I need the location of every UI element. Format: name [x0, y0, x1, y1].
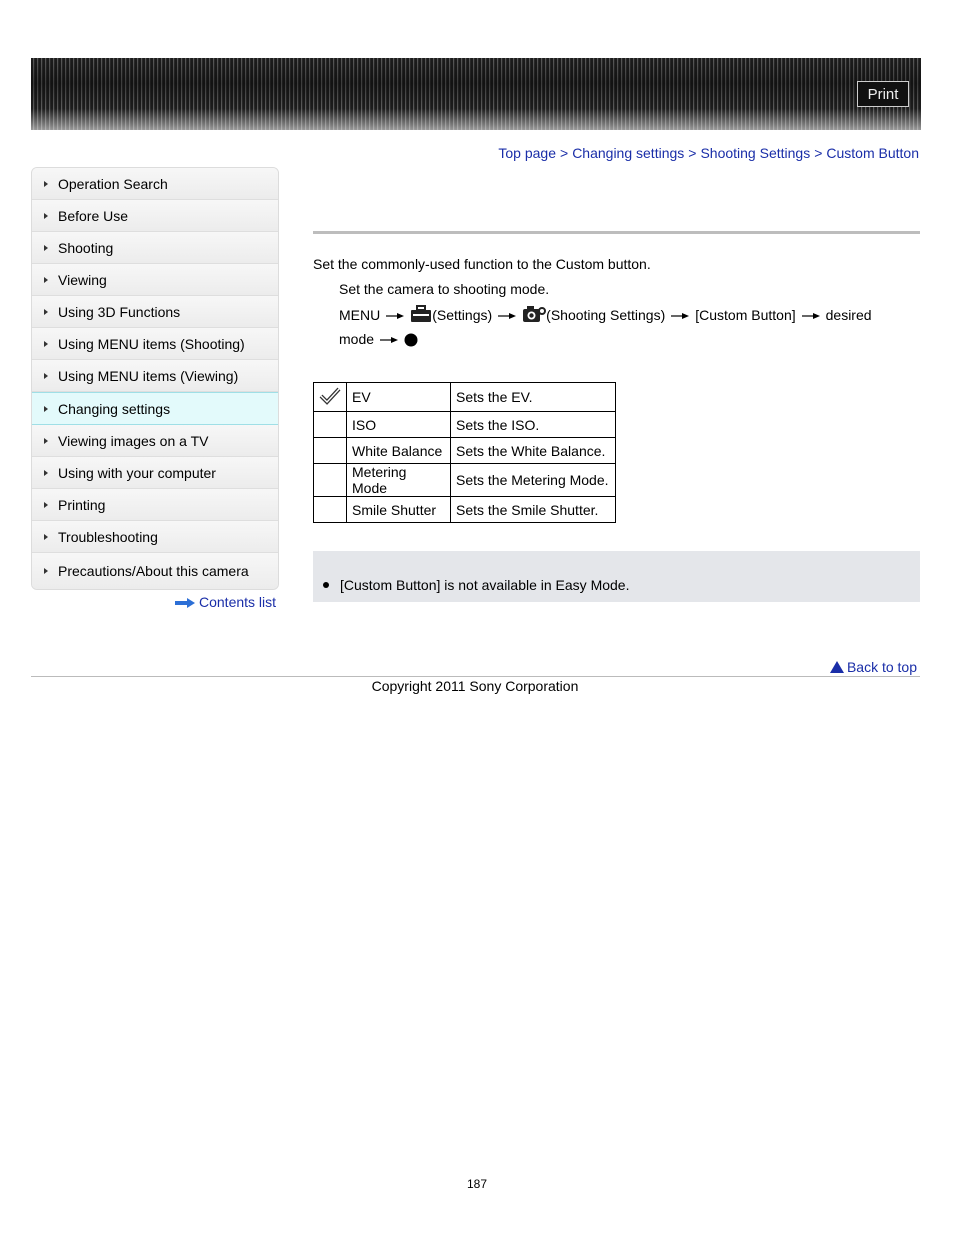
option-name: ISO	[347, 412, 451, 438]
default-check-cell	[314, 383, 347, 412]
option-name: EV	[347, 383, 451, 412]
toolbox-settings-icon	[410, 305, 432, 323]
breadcrumb-separator: >	[814, 145, 823, 161]
back-to-top-link[interactable]	[830, 659, 917, 675]
triangle-right-icon	[44, 534, 48, 540]
triangle-right-icon	[44, 213, 48, 219]
breadcrumb-custom-button[interactable]: Custom Button	[826, 145, 919, 161]
sidebar-item-label: Before Use	[58, 207, 129, 224]
arrow-right-icon	[671, 312, 689, 320]
sidebar-item-label: Using MENU items (Viewing)	[58, 367, 239, 384]
sidebar-item-label: Troubleshooting	[58, 528, 158, 545]
option-name: White Balance	[347, 438, 451, 464]
sidebar-item-3d-functions[interactable]	[32, 296, 278, 328]
triangle-right-icon	[44, 181, 48, 187]
checkmark-icon	[319, 387, 341, 405]
empty-check-cell	[314, 412, 347, 438]
back-to-top-label: Back to top	[846, 659, 917, 675]
sidebar-item-label: Precautions/About this camera	[58, 563, 249, 579]
sidebar-item-label: Changing settings	[58, 400, 171, 417]
sidebar-item-precautions[interactable]	[32, 553, 278, 589]
intro-text: Set the commonly-used function to the Custom button.	[313, 256, 651, 272]
option-name: Smile Shutter	[347, 497, 451, 523]
triangle-up-icon	[830, 661, 844, 673]
empty-check-cell	[314, 497, 347, 523]
step-2-text	[339, 303, 899, 351]
sidebar-item-label: Operation Search	[58, 175, 168, 192]
breadcrumb-separator: >	[560, 145, 569, 161]
sidebar-item-label: Using with your computer	[58, 464, 216, 481]
breadcrumb-top-page[interactable]: Top page	[498, 145, 556, 161]
triangle-right-icon	[44, 277, 48, 283]
table-row	[314, 438, 616, 464]
table-row	[314, 497, 616, 523]
option-desc: Sets the White Balance.	[451, 438, 616, 464]
arrow-right-icon	[386, 312, 404, 320]
note-box	[313, 551, 920, 602]
camera-settings-icon	[522, 305, 546, 323]
copyright-text: Copyright 2011 Sony Corporation	[371, 678, 579, 694]
center-button-icon	[404, 333, 418, 347]
settings-label: (Settings)	[432, 307, 493, 323]
triangle-right-icon	[44, 438, 48, 444]
contents-list-label: Contents list	[199, 594, 277, 610]
empty-check-cell	[314, 438, 347, 464]
sidebar-item-menu-viewing[interactable]	[32, 360, 278, 392]
sidebar-item-label: Printing	[58, 496, 106, 513]
custom-button-label: [Custom Button]	[695, 307, 796, 323]
contents-list-link[interactable]	[175, 594, 276, 610]
triangle-right-icon	[44, 470, 48, 476]
option-name: Metering Mode	[347, 464, 451, 497]
arrow-right-icon	[802, 312, 820, 320]
triangle-right-icon	[44, 245, 48, 251]
sidebar-item-label: Using 3D Functions	[58, 303, 181, 320]
triangle-right-icon	[44, 309, 48, 315]
table-row	[314, 412, 616, 438]
bullet-icon	[323, 582, 329, 588]
sidebar-item-changing-settings[interactable]	[31, 392, 279, 425]
shooting-settings-label: (Shooting Settings)	[546, 307, 666, 323]
sidebar-item-label: Viewing	[58, 271, 107, 288]
breadcrumb	[498, 145, 919, 161]
sidebar-item-viewing[interactable]	[32, 264, 278, 296]
mode-label: mode	[339, 331, 375, 347]
sidebar-item-before-use[interactable]	[32, 200, 278, 232]
desired-label: desired	[825, 307, 872, 323]
print-button[interactable]: Print	[857, 81, 909, 107]
breadcrumb-shooting-settings[interactable]: Shooting Settings	[700, 145, 811, 161]
breadcrumb-changing-settings[interactable]: Changing settings	[572, 145, 685, 161]
arrow-right-icon	[380, 336, 398, 344]
table-row	[314, 464, 616, 497]
sidebar-item-menu-shooting[interactable]	[32, 328, 278, 360]
arrow-right-icon	[175, 598, 195, 608]
empty-check-cell	[314, 464, 347, 497]
option-desc: Sets the Smile Shutter.	[451, 497, 616, 523]
triangle-right-icon	[44, 502, 48, 508]
option-desc: Sets the EV.	[451, 383, 616, 412]
option-desc: Sets the Metering Mode.	[451, 464, 616, 497]
title-divider	[313, 231, 920, 234]
table-row	[314, 383, 616, 412]
sidebar-item-computer[interactable]	[32, 457, 278, 489]
sidebar-item-label: Using MENU items (Shooting)	[58, 335, 245, 352]
sidebar-item-printing[interactable]	[32, 489, 278, 521]
triangle-right-icon	[44, 406, 48, 412]
header-bar	[31, 58, 921, 130]
sidebar-item-viewing-tv[interactable]	[32, 425, 278, 457]
step-1-text: Set the camera to shooting mode.	[339, 281, 550, 297]
custom-button-options-table	[313, 382, 616, 523]
triangle-right-icon	[44, 373, 48, 379]
note-text: [Custom Button] is not available in Easy Mode.	[340, 577, 630, 593]
sidebar-nav	[31, 167, 279, 590]
triangle-right-icon	[44, 341, 48, 347]
sidebar-item-label: Viewing images on a TV	[58, 432, 209, 449]
sidebar-item-operation-search[interactable]	[32, 168, 278, 200]
page-number: 187	[466, 1177, 488, 1191]
footer-divider	[31, 676, 920, 677]
breadcrumb-separator: >	[688, 145, 697, 161]
option-desc: Sets the ISO.	[451, 412, 616, 438]
sidebar-item-shooting[interactable]	[32, 232, 278, 264]
menu-label: MENU	[339, 307, 381, 323]
triangle-right-icon	[44, 568, 48, 574]
sidebar-item-label: Shooting	[58, 239, 114, 256]
arrow-right-icon	[498, 312, 516, 320]
sidebar-item-troubleshooting[interactable]	[32, 521, 278, 553]
